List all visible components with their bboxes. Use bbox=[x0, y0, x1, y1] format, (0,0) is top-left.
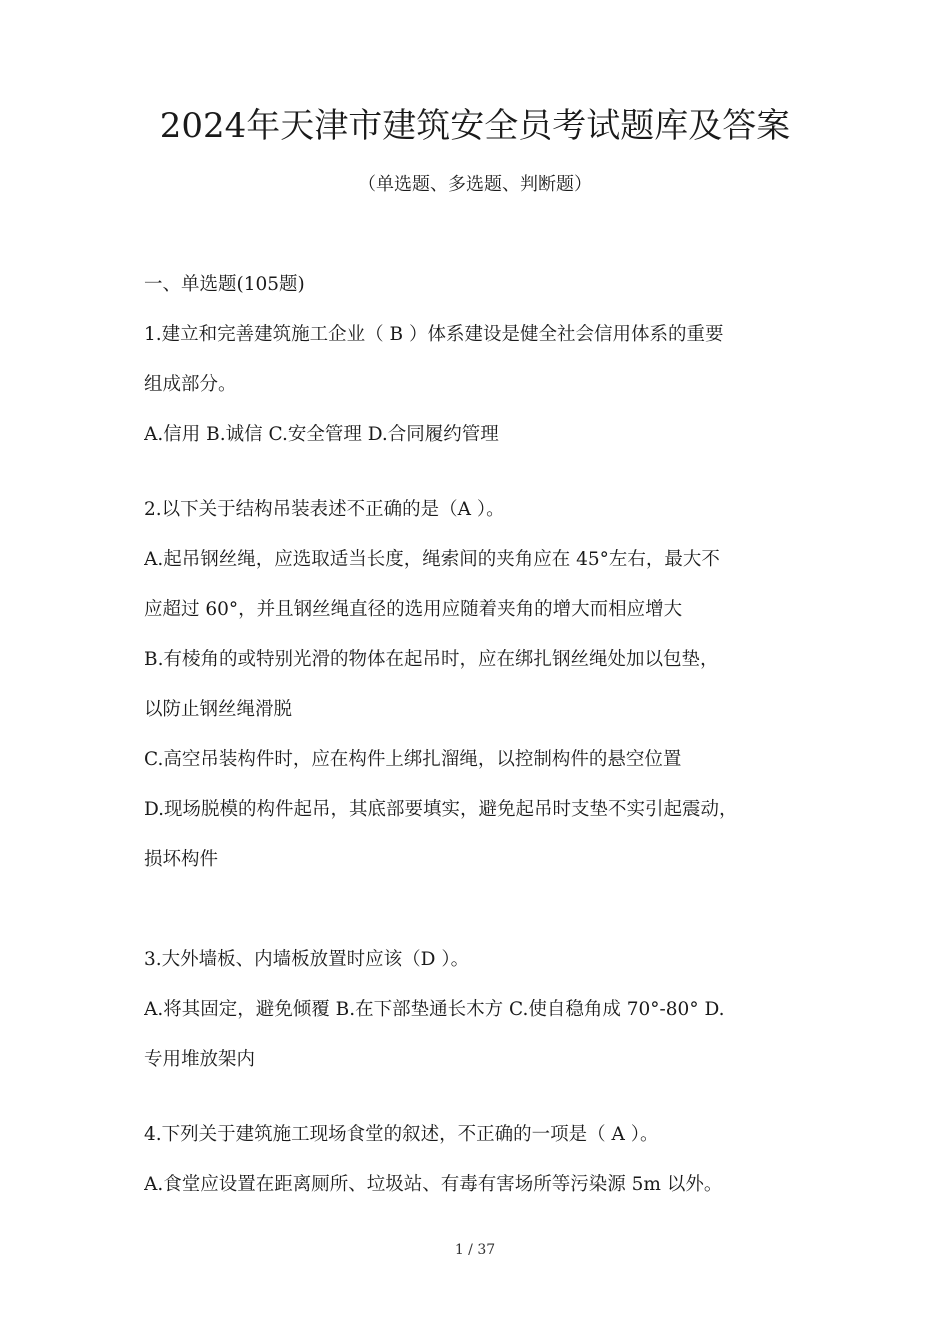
question-2-option-b: B.有棱角的或特别光滑的物体在起吊时，应在绑扎钢丝绳处加以包垫， bbox=[144, 649, 719, 670]
question-2-option-a: A.起吊钢丝绳，应选取适当长度，绳索间的夹角应在 45°左右，最大不 bbox=[144, 549, 720, 570]
question-2-option-d: D.现场脱模的构件起吊，其底部要填实，避免起吊时支垫不实引起震动， bbox=[144, 799, 738, 820]
question-2-text: 2.以下关于结构吊装表述不正确的是（A ）。 bbox=[144, 499, 505, 520]
question-2-option-a-cont: 应超过 60°，并且钢丝绳直径的选用应随着夹角的增大而相应增大 bbox=[144, 599, 683, 620]
section-heading: 一、单选题(105题) bbox=[144, 274, 305, 295]
page-subtitle: （单选题、多选题、判断题） bbox=[358, 174, 592, 195]
question-3-text: 3.大外墙板、内墙板放置时应该（D ）。 bbox=[144, 949, 470, 970]
page-number: 1 / 37 bbox=[454, 1242, 496, 1258]
page-title: 2024年天津市建筑安全员考试题库及答案 bbox=[159, 106, 791, 146]
question-1-options: A.信用 B.诚信 C.安全管理 D.合同履约管理 bbox=[144, 424, 499, 445]
question-4-text: 4.下列关于建筑施工现场食堂的叙述，不正确的一项是（ A ）。 bbox=[144, 1124, 659, 1145]
question-3-options: A.将其固定，避免倾覆 B.在下部垫通长木方 C.使自稳角成 70°-80° D. bbox=[144, 999, 725, 1020]
question-4-option-a: A.食堂应设置在距离厕所、垃圾站、有毒有害场所等污染源 5m 以外。 bbox=[144, 1174, 723, 1195]
question-2-option-b-cont: 以防止钢丝绳滑脱 bbox=[144, 699, 293, 720]
question-2-option-c: C.高空吊装构件时，应在构件上绑扎溜绳，以控制构件的悬空位置 bbox=[144, 749, 682, 770]
question-1-text-cont: 组成部分。 bbox=[144, 374, 237, 395]
question-3-options-cont: 专用堆放架内 bbox=[144, 1049, 256, 1070]
question-2-option-d-cont: 损坏构件 bbox=[144, 849, 219, 870]
question-1-text: 1.建立和完善建筑施工企业（ B ）体系建设是健全社会信用体系的重要 bbox=[144, 324, 724, 345]
